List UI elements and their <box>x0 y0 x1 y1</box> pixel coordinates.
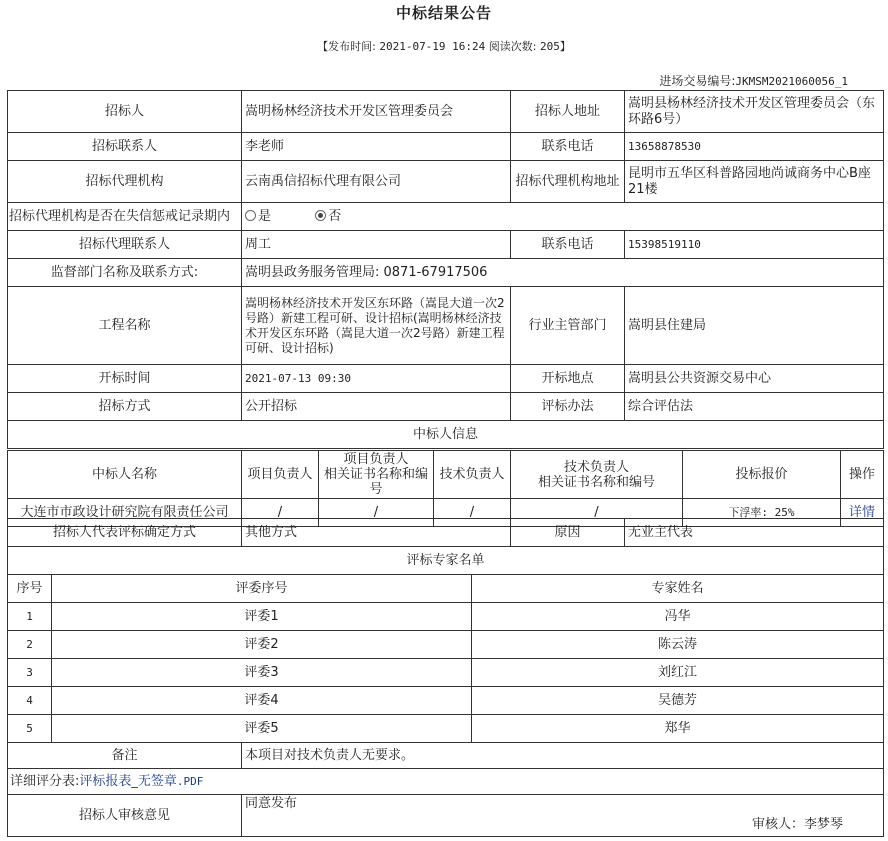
winner-bid: 下浮率: 25% <box>683 499 841 527</box>
supervisor-value: 嵩明县政务服务管理局: 0871-67917506 <box>242 259 884 287</box>
phone2-value: 15398519110 <box>625 231 884 259</box>
expert-no: 3 <box>8 659 52 687</box>
radio-yes-label: 是 <box>258 208 272 224</box>
winner-section-title: 中标人信息 <box>8 421 884 449</box>
score-file-ext: .PDF <box>176 774 204 788</box>
expert-name: 吴德芳 <box>472 687 884 715</box>
footer-table <box>7 742 884 837</box>
agency-address-value: 昆明市五华区科普路园地尚诚商务中心B座21楼 <box>625 161 884 203</box>
agency-contact-value: 周工 <box>242 231 511 259</box>
expert-seq: 评委4 <box>52 687 472 715</box>
expert-seq: 评委5 <box>52 715 472 743</box>
discredit-options <box>242 203 884 231</box>
reason-label: 原因 <box>511 519 625 547</box>
winner-name: 大连市市政设计研究院有限责任公司 <box>8 499 242 527</box>
contact-value: 李老师 <box>242 133 511 161</box>
radio-no-label: 否 <box>328 208 342 224</box>
expert-seq: 评委2 <box>52 631 472 659</box>
contact-label: 招标联系人 <box>8 133 242 161</box>
publish-time: 2021-07-19 16:24 <box>379 40 486 53</box>
winner-header-name: 中标人名称 <box>8 451 242 499</box>
score-file-name: 评标报表_无签章 <box>79 773 177 789</box>
agency-value: 云南禹信招标代理有限公司 <box>242 161 511 203</box>
winner-pm-cert: / <box>319 499 434 527</box>
winner-header-tech-cert: 技术负责人 相关证书名称和编号 <box>511 451 683 499</box>
phone-label: 联系电话 <box>511 133 625 161</box>
winner-header-pm-cert: 项目负责人 相关证书名称和编号 <box>319 451 434 499</box>
project-label: 工程名称 <box>8 287 242 365</box>
expert-name: 冯华 <box>472 603 884 631</box>
winner-header-tech: 技术负责人 <box>434 451 511 499</box>
tenderer-label: 招标人 <box>8 91 242 133</box>
table-row <box>8 687 884 715</box>
winner-tech: / <box>434 499 511 527</box>
info-table <box>7 90 884 449</box>
experts-table <box>7 574 884 743</box>
trade-code-label: 进场交易编号: <box>659 74 736 88</box>
phone2-label: 联系电话 <box>511 231 625 259</box>
open-time-value: 2021-07-13 09:30 <box>242 365 511 393</box>
expert-name: 陈云涛 <box>472 631 884 659</box>
reason-value: 无业主代表 <box>625 519 884 547</box>
tenderer-address-value: 嵩明县杨林经济技术开发区管理委员会（东环路6号） <box>625 91 884 133</box>
agency-label: 招标代理机构 <box>8 161 242 203</box>
winner-pm: / <box>242 499 319 527</box>
publish-meta <box>0 38 888 54</box>
dept-label: 行业主管部门 <box>511 287 625 365</box>
table-row <box>8 659 884 687</box>
reviewer: 审核人：李梦琴 <box>751 817 843 832</box>
expert-no: 5 <box>8 715 52 743</box>
trade-code-value: JKMSM2021060056_1 <box>735 75 848 88</box>
winner-table <box>7 450 884 527</box>
eval-label: 评标办法 <box>511 393 625 421</box>
remark-label: 备注 <box>8 743 242 769</box>
remark-value: 本项目对技术负责人无要求。 <box>242 743 884 769</box>
review-label: 招标人审核意见 <box>8 795 242 837</box>
view-count: 205 <box>540 40 560 53</box>
experts-section-title: 评标专家名单 <box>8 547 884 575</box>
expert-no: 4 <box>8 687 52 715</box>
method-value: 公开招标 <box>242 393 511 421</box>
meta-suffix: 】 <box>559 40 571 53</box>
score-file-link[interactable] <box>79 774 203 789</box>
view-label: 阅读次数: <box>485 40 540 53</box>
phone-value: 13658878530 <box>625 133 884 161</box>
discredit-label: 招标代理机构是否在失信惩戒记录期内 <box>8 203 242 231</box>
agency-address-label: 招标代理机构地址 <box>511 161 625 203</box>
table-row <box>8 631 884 659</box>
supervisor-label: 监督部门名称及联系方式: <box>8 259 242 287</box>
project-value: 嵩明杨林经济技术开发区东环路（嵩昆大道一次2号路）新建工程可研、设计招标(嵩明杨林经济技术开发区东环路（嵩昆大道一次2号路）新建工程可研、设计招标) <box>242 287 511 365</box>
score-label: 详细评分表: <box>10 773 80 789</box>
winner-tech-cert: / <box>511 499 683 527</box>
details-link[interactable]: 详情 <box>848 504 875 520</box>
open-time-label: 开标时间 <box>8 365 242 393</box>
rep-label: 招标人代表评标确定方式 <box>8 519 242 547</box>
radio-no[interactable] <box>315 210 326 221</box>
experts-header-no: 序号 <box>8 575 52 603</box>
trade-code <box>659 72 848 89</box>
review-value: 同意发布 <box>245 796 298 811</box>
score-row <box>8 769 884 795</box>
dept-value: 嵩明县住建局 <box>625 287 884 365</box>
expert-seq: 评委1 <box>52 603 472 631</box>
eval-value: 综合评估法 <box>625 393 884 421</box>
review-cell <box>242 795 884 837</box>
rep-table <box>7 518 884 575</box>
radio-yes[interactable] <box>245 210 256 221</box>
expert-no: 1 <box>8 603 52 631</box>
method-label: 招标方式 <box>8 393 242 421</box>
experts-header-name: 专家姓名 <box>472 575 884 603</box>
tenderer-value: 嵩明杨林经济技术开发区管理委员会 <box>242 91 511 133</box>
table-row <box>8 603 884 631</box>
agency-contact-label: 招标代理联系人 <box>8 231 242 259</box>
rep-value: 其他方式 <box>242 519 511 547</box>
winner-header-bid: 投标报价 <box>683 451 841 499</box>
experts-header-seq: 评委序号 <box>52 575 472 603</box>
meta-prefix: 【发布时间: <box>317 40 380 53</box>
tenderer-address-label: 招标人地址 <box>511 91 625 133</box>
expert-seq: 评委3 <box>52 659 472 687</box>
expert-name: 郑华 <box>472 715 884 743</box>
expert-no: 2 <box>8 631 52 659</box>
open-place-value: 嵩明县公共资源交易中心 <box>625 365 884 393</box>
winner-header-action: 操作 <box>841 451 884 499</box>
expert-name: 刘红江 <box>472 659 884 687</box>
table-row <box>8 715 884 743</box>
open-place-label: 开标地点 <box>511 365 625 393</box>
winner-header-pm: 项目负责人 <box>242 451 319 499</box>
page-title: 中标结果公告 <box>395 4 492 22</box>
